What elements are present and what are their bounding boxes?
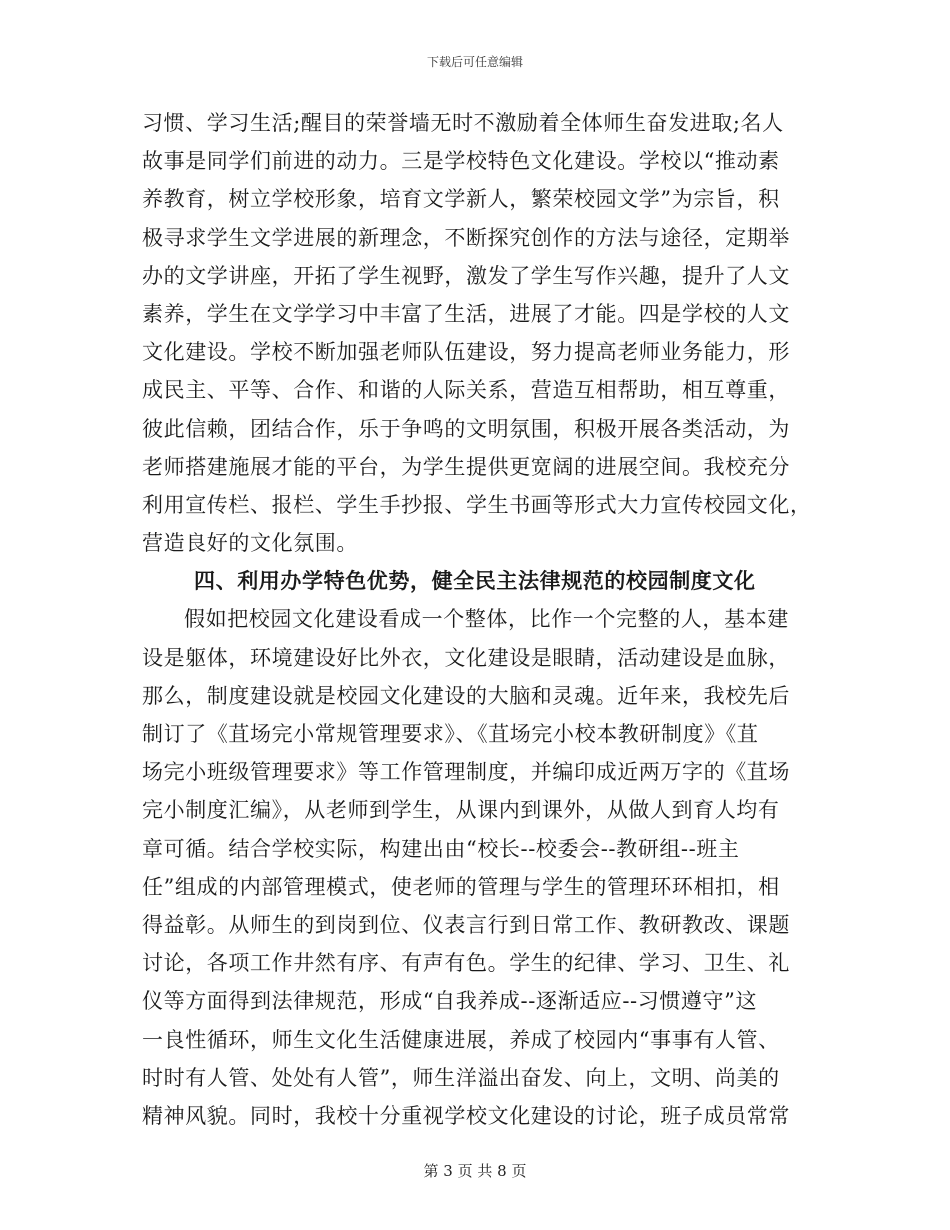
text-line: 彼此信赖，团结合作，乐于争鸣的文明氛围，积极开展各类活动，为 [142, 416, 790, 441]
text-line: 任”组成的内部管理模式，使老师的管理与学生的管理环环相扣，相 [142, 874, 780, 899]
text-line: 素养，学生在文学学习中丰富了生活，进展了才能。四是学校的人文 [142, 301, 790, 326]
text-line: 习惯、学习生活;醒目的荣誉墙无时不激励着全体师生奋发进取;名人 [142, 111, 784, 135]
paragraph-first-line: 假如把校园文化建设看成一个整体，比作一个完整的人，基本建 [184, 607, 789, 632]
text-line: 营造良好的文化氛围。 [142, 531, 358, 556]
text-line: 那么，制度建设就是校园文化建设的大脑和灵魂。近年来，我校先后 [142, 683, 790, 708]
text-line: 精神风貌。同时，我校十分重视学校文化建设的讨论，班子成员常常 [142, 1103, 790, 1128]
text-line: 文化建设。学校不断加强老师队伍建设，努力提高老师业务能力，形 [142, 340, 790, 365]
text-line: 养教育，树立学校形象，培育文学新人，繁荣校园文学”为宗旨，积 [142, 187, 780, 212]
text-line: 利用宣传栏、报栏、学生手抄报、学生书画等形式大力宣传校园文化， [142, 492, 812, 517]
text-line: 制订了《苴场完小常规管理要求》、《苴场完小校本教研制度》《苴 [142, 722, 759, 746]
text-line: 极寻求学生文学进展的新理念，不断探究创作的方法与途径，定期举 [142, 225, 790, 250]
text-line: 完小制度汇编》，从老师到学生，从课内到课外，从做人到育人均有 [142, 798, 780, 823]
text-line: 办的文学讲座，开拓了学生视野，激发了学生写作兴趣，提升了人文 [142, 263, 790, 288]
section-heading: 四、利用办学特色优势，健全民主法律规范的校园制度文化 [194, 568, 756, 594]
text-line: 设是躯体，环境建设好比外衣，文化建设是眼睛，活动建设是血脉， [142, 645, 790, 670]
text-line: 仪等方面得到法律规范，形成“自我养成--逐渐适应--习惯遵守”这 [142, 989, 758, 1014]
document-body [142, 104, 810, 1135]
text-line: 得益彰。从师生的到岗到位、仪表言行到日常工作、教研教改、课题 [142, 912, 790, 937]
text-line: 场完小班级管理要求》等工作管理制度，并编印成近两万字的《苴场 [142, 760, 790, 785]
text-line: 老师搭建施展才能的平台，为学生提供更宽阔的进展空间。我校充分 [142, 454, 790, 479]
text-line: 章可循。结合学校实际，构建出由“校长--校委会--教研组--班主 [142, 836, 740, 861]
page-header: 下载后可任意编辑 [426, 55, 523, 69]
text-line: 讨论，各项工作井然有序、有声有色。学生的纪律、学习、卫生、礼 [142, 951, 790, 976]
text-line: 故事是同学们前进的动力。三是学校特色文化建设。学校以“推动素 [142, 149, 780, 174]
page-footer: 第 3 页 共 8 页 [423, 1162, 527, 1180]
text-line: 时时有人管、处处有人管”，师生洋溢出奋发、向上，文明、尚美的 [142, 1065, 780, 1090]
text-line: 成民主、平等、合作、和谐的人际关系，营造互相帮助，相互尊重， [142, 378, 790, 403]
text-line: 一良性循环，师生文化生活健康进展，养成了校园内“事事有人管、 [142, 1027, 780, 1052]
